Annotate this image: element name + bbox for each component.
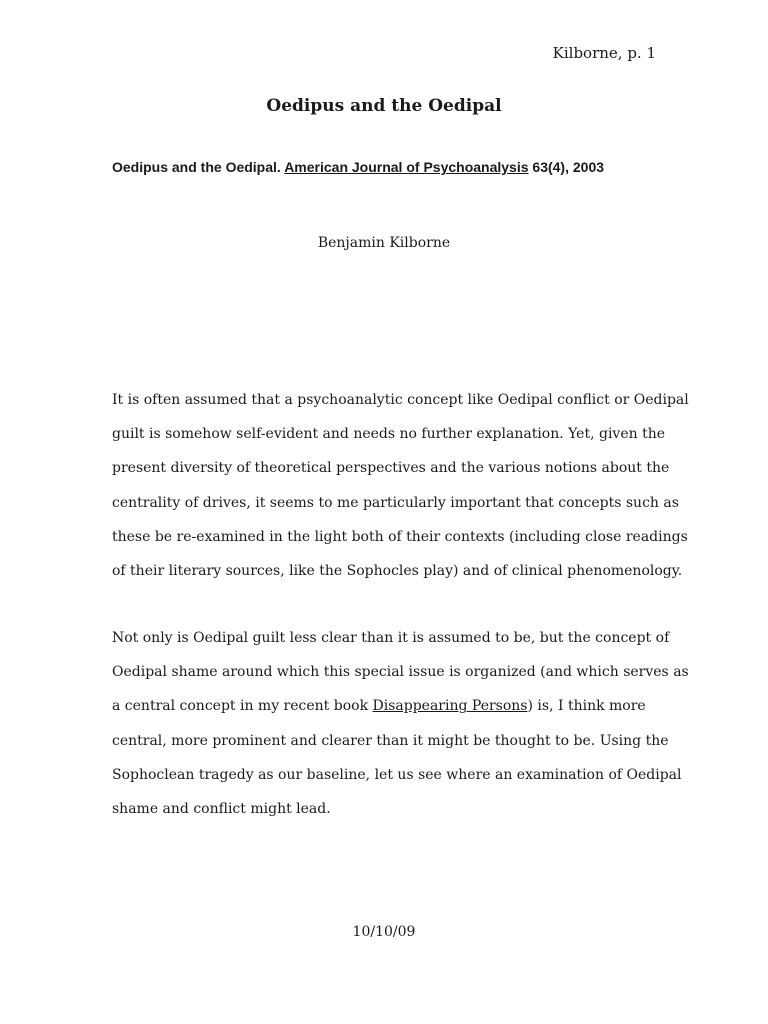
paragraph-2 [112,621,689,826]
paragraph-line: Oedipal shame around which this special issue is organized (and which serves as [112,664,689,681]
citation-issue: 63(4), 2003 [532,159,605,175]
line-text: ) is, I think more [527,698,646,715]
paragraph-line: Not only is Oedipal guilt less clear than it is assumed to be, but the concept of [112,630,670,646]
line-text: a central concept in my recent book [112,698,373,715]
paragraph-line: of their literary sources, like the Sophocles play) and of clinical phenomenology. [112,563,683,580]
book-title: Disappearing Persons [372,698,528,715]
paragraph-line: Sophoclean tragedy as our baseline, let us see where an examination of Oedipal [112,766,682,783]
citation-journal: American Journal of Psychoanalysis [284,159,529,175]
paragraph-1 [112,383,689,588]
citation-lead: Oedipus and the Oedipal. [112,159,281,175]
paragraph-line: these be re-examined in the light both of their contexts (including close readings [112,528,688,545]
paragraph-line: shame and conflict might lead. [112,801,331,818]
citation [112,159,604,175]
paragraph-line [112,689,660,723]
paragraph-line: guilt is somehow self-evident and needs no further explanation. Yet, given the [112,426,666,443]
paragraph-line: centrality of drives, it seems to me particularly important that concepts such as [112,494,679,511]
paragraph-line: It is often assumed that a psychoanalytic concept like Oedipal conflict or Oedipal [112,392,689,408]
footer-date: 10/10/09 [352,924,416,940]
paragraph-line: present diversity of theoretical perspectives and the various notions about the [112,460,670,477]
author-name: Benjamin Kilborne [317,235,451,251]
paragraph-line: central, more prominent and clearer than it might be thought to be. Using the [112,732,669,749]
document-title: Oedipus and the Oedipal [266,96,502,116]
running-header: Kilborne, p. 1 [552,44,656,62]
